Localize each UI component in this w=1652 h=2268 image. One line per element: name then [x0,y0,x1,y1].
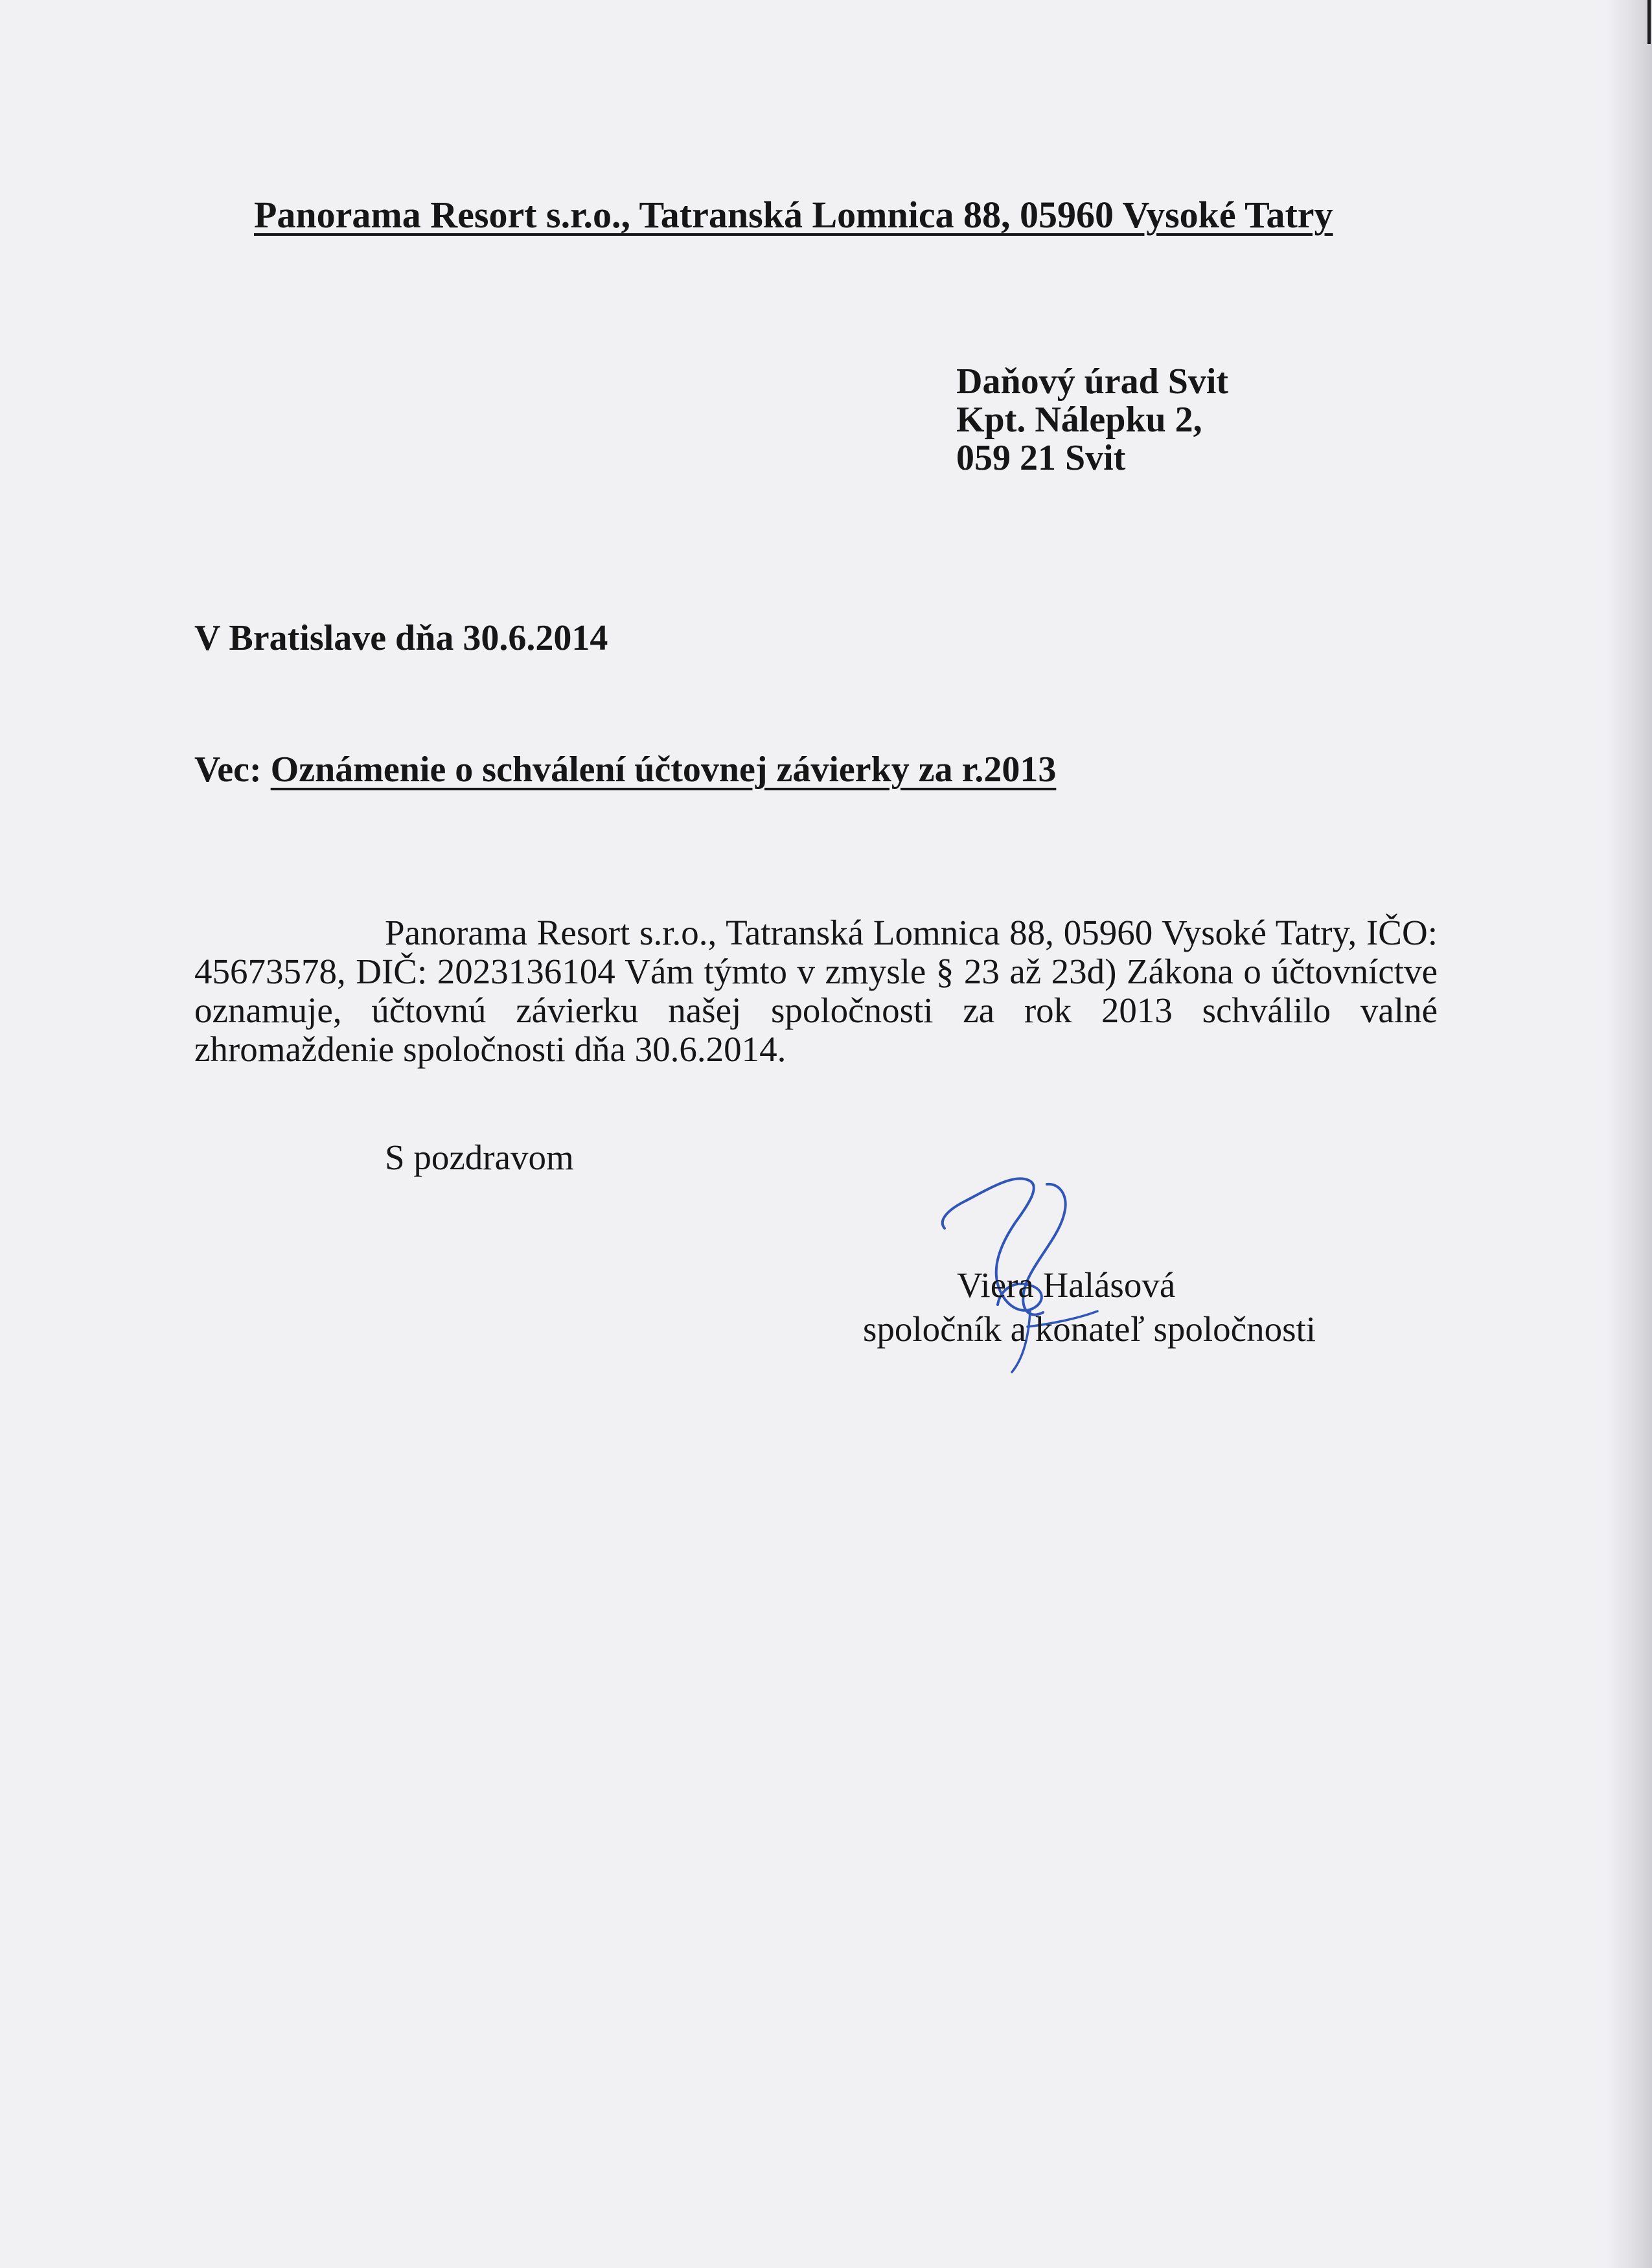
subject-label: Vec: [194,750,262,790]
recipient-line-3: 059 21 Svit [956,438,1126,478]
subject-line [194,744,1166,796]
recipient-line-2: Kpt. Nálepku 2, [956,400,1202,440]
recipient-line-1: Daňový úrad Svit [956,361,1229,402]
date-line: V Bratislave dňa 30.6.2014 [194,618,608,658]
subject-text: Oznámenie o schválení účtovnej závierky za r.2013 [270,750,1057,790]
greeting: S pozdravom [385,1138,574,1177]
scan-edge-mark [1647,0,1651,44]
letter-body: Panorama Resort s.r.o., Tatranská Lomnica 88, 05960 Vysoké Tatry, IČO: 45673578, DIČ: 2023136104 Vám týmto v zmysle § 23 až 23d) Zákona o účtovníctve oznamuje, účtovnú závierku našej spoločnosti za rok 2013 schválilo valné zhromaždenie spoločnosti dňa 30.6.2014. [194,913,1438,1069]
recipient-address [956,363,1410,477]
signer-name: Viera Halásová [957,1265,1176,1305]
signer-role: spoločník a konateľ spoločnosti [863,1309,1316,1349]
scan-edge-shadow [1605,0,1652,2268]
letterhead: Panorama Resort s.r.o., Tatranská Lomnica 88, 05960 Vysoké Tatry [254,194,1333,236]
